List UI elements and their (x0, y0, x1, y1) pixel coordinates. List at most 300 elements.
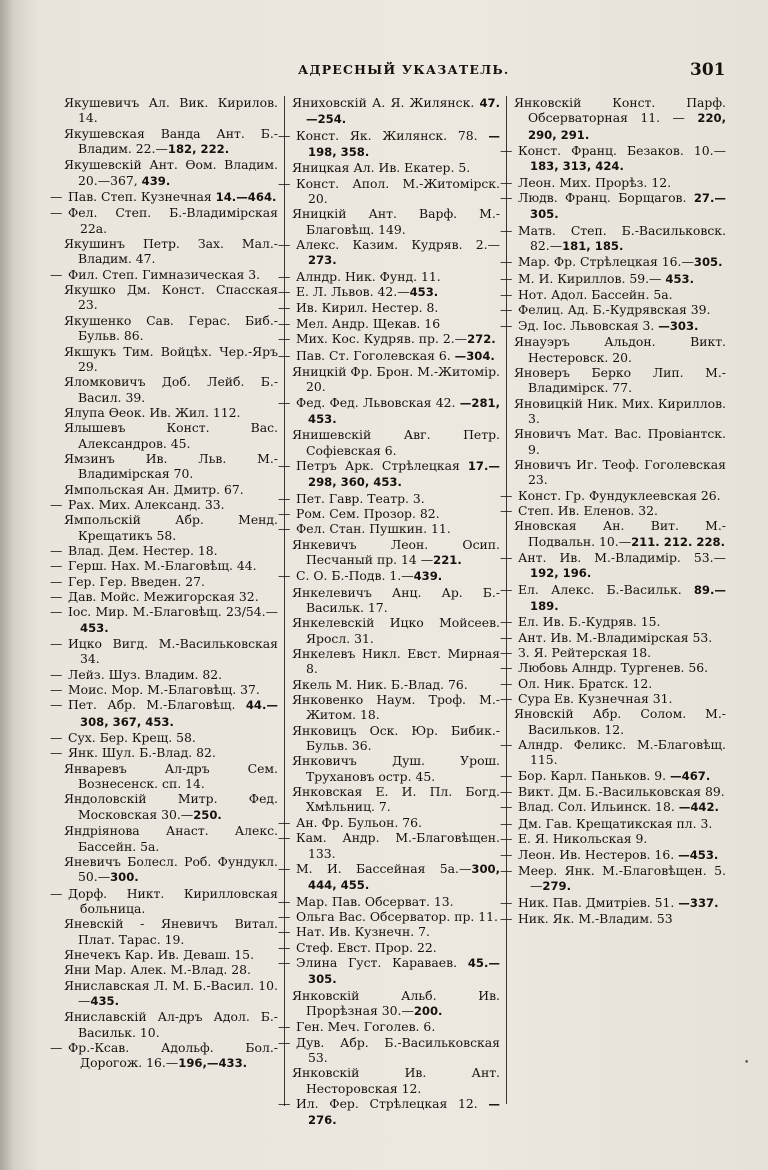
entry-text: Янауэръ Альдон. Викт. Нестеровск. 20. (514, 334, 726, 365)
ditto-dash: — (500, 502, 513, 518)
entry-text: Январевъ Ал-дръ Сем. Вознесенск. сп. 14. (64, 760, 278, 792)
directory-entry (500, 143, 726, 175)
entry-refs: 220, 290, 291. (528, 111, 726, 142)
entry-refs: —467. (670, 768, 711, 783)
directory-entry (278, 394, 500, 428)
ditto-dash: — (278, 284, 291, 300)
directory-entry (64, 95, 278, 126)
directory-entry (50, 666, 278, 682)
ditto-dash: — (278, 924, 291, 940)
ditto-dash: — (500, 799, 513, 815)
entry-text: Фил. Степ. Гимназическая 3. (68, 266, 261, 282)
directory-entry (292, 988, 500, 1020)
directory-entry (64, 791, 278, 823)
entry-text: Ялупа Ѳеок. Ив. Жил. 112. (64, 404, 241, 420)
ditto-dash: — (500, 487, 513, 503)
entry-text: Нот. Адол. Бассейн. 5а. (518, 287, 673, 303)
ditto-dash: — (278, 521, 291, 537)
directory-entry (278, 127, 500, 161)
ditto-dash: — (500, 894, 513, 910)
entry-text: Яневскій - Яневичъ Витал. Плат. Тарас. 19. (64, 916, 278, 947)
entry-text: Мар. Пав. Обсерват. 13. (296, 893, 454, 909)
entry-text: Якушевичъ Ал. Вик. Кирилов. 14. (64, 95, 278, 126)
entry-text: Ол. Ник. Братск. 12. (518, 675, 653, 691)
entry-text: Янковицъ Оск. Юр. Бибик.-Бульв. 36. (292, 722, 500, 754)
entry-refs: —276. (308, 1097, 500, 1128)
directory-entry (64, 405, 278, 420)
ditto-dash: — (50, 745, 63, 761)
margin-mark: • (744, 1058, 750, 1068)
entry-text: Эд. Іос. Львовская 3. (518, 317, 659, 333)
ditto-dash: — (50, 666, 63, 682)
entry-text: Яницкій Фр. Брон. М.-Житомір. 20. (292, 363, 500, 395)
entry-text: Фед. Фед. Львовская 42. (296, 394, 460, 410)
entry-text: М. И. Кириллов. 59.— (518, 270, 666, 286)
ditto-dash: — (278, 814, 291, 830)
entry-text: Фр.-Ксав. Адольф. Бол.-Дорогож. 16.— (68, 1039, 278, 1071)
entry-refs: 439. (141, 173, 171, 188)
entry-text: Ямпольская Ан. Дмитр. 67. (64, 481, 244, 497)
entry-text: Мел. Андр. Щекав. 16 (296, 315, 441, 331)
directory-entry (64, 978, 278, 1010)
entry-refs: —442. (678, 800, 719, 815)
directory-entry (278, 954, 500, 988)
entry-text: Янковскій Конст. Парф. Обсерваторная 11. — (514, 95, 726, 126)
entry-text: Яниховскій А. Я. Жилянск. (292, 95, 480, 110)
directory-entry (278, 505, 500, 521)
directory-entry (500, 784, 726, 800)
directory-entry (278, 830, 500, 861)
ditto-dash: — (50, 604, 63, 620)
directory-entry (500, 302, 726, 318)
directory-entry (292, 206, 500, 237)
directory-entry (292, 677, 500, 692)
directory-entry (500, 287, 726, 303)
entry-text: Пет. Гавр. Театр. 3. (296, 490, 425, 506)
directory-entry (64, 374, 278, 405)
ditto-dash: — (278, 490, 291, 506)
entry-refs: 272. (467, 332, 496, 347)
entry-text: Ан. Фр. Бульон. 76. (296, 814, 422, 830)
directory-entry (50, 730, 278, 746)
column-2 (278, 95, 500, 1129)
entry-text: Влад. Сол. Ильинск. 18. (518, 799, 679, 815)
entry-text: Сура Ев. Кузнечная 31. (518, 691, 673, 707)
entry-text: Фел. Стан. Пушкин. 11. (296, 521, 451, 537)
entry-text: Людв. Франц. Борщагов. (518, 190, 694, 206)
entry-refs: —303. (658, 318, 699, 333)
directory-entry (278, 521, 500, 537)
entry-text: Пет. Абр. М.-Благовѣщ. (68, 697, 246, 713)
directory-entry (500, 270, 726, 287)
directory-entry (500, 675, 726, 691)
entry-text: Конст. Як. Жилянск. 78. (296, 127, 489, 143)
ditto-dash: — (278, 1096, 291, 1111)
directory-entry (292, 95, 500, 128)
ditto-dash: — (278, 1019, 291, 1035)
directory-entry (64, 1009, 278, 1040)
entry-text: Яниславскій Ал-дръ Адол. Б.-Васильк. 10. (64, 1009, 278, 1040)
entry-refs: 211. 212. 228. (631, 534, 725, 549)
directory-entry (50, 682, 278, 698)
directory-entry (64, 420, 278, 451)
entry-text: Янкелевичъ Анц. Ар. Б.-Васильк. 17. (292, 584, 500, 615)
page-header (0, 60, 768, 84)
directory-entry (514, 426, 726, 457)
entry-text: З. Я. Рейтерская 18. (518, 645, 652, 661)
directory-entry (64, 313, 278, 344)
entry-text: Кам. Андр. М.-Благовѣщен. 133. (296, 830, 500, 861)
entry-text: Элина Густ. Караваев. (296, 954, 468, 970)
directory-entry (500, 660, 726, 676)
ditto-dash: — (50, 589, 63, 604)
directory-entry (292, 692, 500, 723)
directory-entry (500, 614, 726, 630)
ditto-dash: — (500, 629, 513, 645)
ditto-dash: — (50, 496, 63, 512)
directory-entry (500, 549, 726, 582)
entry-refs: —198, 358. (308, 128, 500, 160)
entry-refs: 27.—305. (530, 191, 726, 222)
directory-entry (64, 947, 278, 962)
entry-text: Мар. Фр. Стрѣлецкая 16.— (518, 254, 694, 270)
entry-text: Гер. Гер. Введен. 27. (68, 573, 205, 589)
entry-text: Ицко Вигд. М.-Васильковская 34. (68, 636, 278, 667)
entry-text: Яновичъ Иг. Теоф. Гоголевская 23. (514, 456, 726, 488)
directory-entry (64, 157, 278, 189)
directory-entry (500, 174, 726, 190)
entry-text: Яневичъ Болесл. Роб. Фундукл. 50.— (64, 853, 278, 885)
entry-text: Якушевскій Ант. Ѳом. Владим. 20.—367, (64, 157, 278, 188)
directory-entry (500, 799, 726, 815)
ditto-dash: — (278, 505, 291, 521)
directory-entry (292, 160, 500, 175)
directory-entry (64, 916, 278, 947)
entry-text: Дорф. Никт. Кирилловская больница. (68, 885, 278, 916)
ditto-dash: — (500, 143, 513, 159)
directory-entry (278, 1019, 500, 1035)
ditto-dash: — (500, 815, 513, 831)
entry-refs: 181, 185. (562, 239, 624, 254)
entry-text: Яновская Ан. Вит. М.-Подвальн. 10.— (514, 518, 726, 549)
ditto-dash: — (278, 893, 291, 909)
ditto-dash: — (278, 954, 291, 970)
directory-entry (278, 284, 500, 300)
directory-entry (50, 496, 278, 512)
entry-refs: 89.—189. (530, 582, 726, 613)
entry-text: Іос. Мир. М.-Благовѣщ. 23/54.— (68, 604, 278, 620)
entry-refs: 453. (80, 620, 109, 635)
ditto-dash: — (500, 691, 513, 707)
ditto-dash: — (500, 287, 513, 303)
entry-text: Степ. Ив. Еленов. 32. (518, 502, 658, 518)
directory-entry (292, 784, 500, 815)
entry-text: М. И. Бассейная 5а.— (296, 860, 472, 876)
entry-refs: 200. (413, 1003, 443, 1018)
ditto-dash: — (500, 910, 513, 926)
entry-text: Ямзинъ Ив. Льв. М.-Владимірская 70. (64, 450, 278, 482)
directory-entry (500, 862, 726, 895)
directory-entry (514, 457, 726, 488)
directory-entry (50, 697, 278, 730)
ditto-dash: — (278, 237, 291, 253)
directory-entry (500, 190, 726, 223)
entry-text: Моис. Мор. М.-Благовѣщ. 37. (68, 682, 260, 698)
directory-entry (50, 589, 278, 604)
directory-entry (292, 585, 500, 616)
ditto-dash: — (500, 317, 513, 333)
entry-text: Меер. Янк. М.-Благовѣщен. 5.— (518, 862, 726, 894)
ditto-dash: — (278, 568, 291, 584)
directory-entry (278, 860, 500, 894)
column-1 (50, 95, 278, 1072)
directory-entry (50, 604, 278, 636)
entry-refs: 279. (542, 879, 571, 894)
directory-entry (64, 126, 278, 158)
ditto-dash: — (500, 784, 513, 800)
entry-text: Мих. Кос. Кудряв. пр. 2.— (296, 331, 468, 347)
entry-text: Якушинъ Петр. Зах. Мал.-Владим. 47. (64, 236, 278, 267)
entry-text: Ил. Фер. Стрѣлецкая 12. (296, 1096, 489, 1111)
entry-text: Яницкій Ант. Варф. М.-Благовѣщ. 149. (292, 206, 500, 237)
directory-entry (292, 753, 500, 784)
entry-text: Стеф. Евст. Прор. 22. (296, 939, 437, 955)
entry-text: Ел. Алекс. Б.-Васильк. (518, 581, 694, 597)
directory-entry (278, 908, 500, 924)
entry-text: Фелиц. Ад. Б.-Кудрявская 39. (518, 302, 711, 318)
directory-entry (500, 691, 726, 707)
entry-text: Нат. Ив. Кузнечн. 7. (296, 924, 430, 940)
ditto-dash: — (500, 737, 513, 753)
entry-text: Петръ Арк. Стрѣлецкая (296, 457, 468, 473)
entry-refs: 435. (90, 993, 119, 1008)
ditto-dash: — (500, 190, 513, 206)
entry-text: Ант. Ив. М.-Владимірская 53. (518, 629, 713, 645)
entry-refs: 183, 313, 424. (530, 159, 624, 174)
ditto-dash: — (500, 302, 513, 318)
ditto-dash: — (278, 457, 291, 473)
directory-entry (64, 962, 278, 977)
directory-entry (278, 924, 500, 940)
directory-entry (278, 331, 500, 347)
ditto-dash: — (500, 549, 513, 565)
directory-entry (292, 646, 500, 677)
ditto-dash: — (50, 730, 63, 746)
entry-text: Яноверъ Берко Лип. М.-Владимірск. 77. (514, 364, 726, 396)
ditto-dash: — (50, 558, 63, 574)
ditto-dash: — (50, 205, 63, 221)
directory-entry (500, 502, 726, 518)
entry-text: Янкевичъ Леон. Осип. Песчаный пр. 14 — (292, 536, 500, 567)
entry-text: Конст. Апол. М.-Житомірск. 20. (296, 175, 500, 207)
ditto-dash: — (278, 300, 291, 316)
ditto-dash: — (500, 254, 513, 270)
entry-text: Рах. Мих. Александ. 33. (68, 496, 225, 512)
directory-entry (500, 629, 726, 645)
directory-entry (278, 315, 500, 331)
directory-entry (292, 427, 500, 458)
ditto-dash: — (50, 189, 63, 205)
entry-text: Якушенко Сав. Герас. Биб.-Бульв. 86. (64, 312, 278, 344)
entry-refs: —304. (454, 348, 495, 363)
entry-text: Яндоловскій Митр. Фед. Московская 30.— (64, 791, 278, 822)
entry-text: Яндріянова Анаст. Алекс. Бассейн. 5а. (64, 823, 278, 854)
directory-entry (500, 317, 726, 334)
ditto-dash: — (500, 767, 513, 783)
directory-entry (64, 854, 278, 886)
entry-text: Пав. Ст. Гоголевская 6. (296, 347, 455, 363)
entry-text: Ник. Пав. Дмитріев. 51. (518, 894, 679, 910)
ditto-dash: — (278, 175, 291, 191)
ditto-dash: — (278, 331, 291, 347)
ditto-dash: — (278, 268, 291, 284)
entry-text: Викт. Дм. Б.-Васильковская 89. (518, 784, 725, 800)
entry-refs: 439. (413, 569, 443, 584)
entry-text: Яновскій Абр. Солом. М.-Васильков. 12. (514, 706, 726, 737)
entry-text: Янечекъ Кар. Ив. Деваш. 15. (64, 946, 255, 962)
directory-entry (500, 222, 726, 255)
directory-entry (500, 767, 726, 784)
ditto-dash: — (278, 127, 291, 143)
entry-text: Ант. Ив. М.-Владимір. 53.— (518, 549, 726, 565)
directory-entry (292, 537, 500, 569)
directory-entry (292, 1065, 500, 1096)
directory-entry (292, 615, 500, 646)
directory-entry (64, 823, 278, 854)
directory-entry (278, 1096, 500, 1129)
entry-text: Алекс. Казим. Кудряв. 2.— (296, 237, 500, 253)
entry-text: Е. Я. Никольская 9. (518, 831, 648, 847)
directory-entry (500, 910, 726, 926)
entry-text: Лейз. Шуз. Владим. 82. (68, 666, 223, 682)
directory-entry (500, 894, 726, 911)
entry-text: Пав. Степ. Кузнечная (68, 189, 216, 205)
page-title: АДРЕСНЫЙ УКАЗАТЕЛЬ. (298, 62, 510, 77)
ditto-dash: — (50, 1039, 63, 1055)
ditto-dash: — (50, 885, 63, 901)
entry-text: Яницкая Ал. Ив. Екатер. 5. (292, 160, 471, 176)
entry-text: Якушевская Ванда Ант. Б.-Владим. 22.— (64, 125, 278, 157)
entry-text: Леон. Ив. Нестеров. 16. (518, 846, 679, 862)
ditto-dash: — (278, 1034, 291, 1050)
directory-entry (50, 205, 278, 236)
entry-text: Любовь Алндр. Тургенев. 56. (518, 660, 709, 676)
ditto-dash: — (500, 831, 513, 847)
entry-refs: 300. (110, 870, 139, 885)
entry-text: Алндр. Феликс. М.-Благовѣщ. 115. (518, 737, 726, 768)
directory-entry (500, 831, 726, 847)
entry-text: Ник. Як. М.-Владим. 53 (518, 910, 673, 926)
ditto-dash: — (500, 174, 513, 190)
entry-refs: 196,—433. (178, 1056, 248, 1071)
entry-refs: 273. (308, 253, 337, 268)
directory-entry (500, 737, 726, 768)
ditto-dash: — (500, 645, 513, 661)
directory-entry (514, 365, 726, 396)
entry-text: Янковская Е. И. Пл. Богд. Хмѣльниц. 7. (292, 784, 500, 815)
entry-refs: 221. (433, 552, 462, 567)
ditto-dash: — (50, 573, 63, 589)
entry-text: Якушко Дм. Конст. Спасская 23. (64, 282, 278, 313)
directory-entry (292, 723, 500, 754)
directory-entry (278, 457, 500, 491)
entry-text: Алндр. Ник. Фунд. 11. (296, 268, 441, 284)
entry-text: Янковскій Альб. Ив. Прорѣзная 30.— (292, 987, 500, 1018)
entry-refs: 250. (193, 807, 222, 822)
ditto-dash: — (50, 542, 63, 558)
ditto-dash: — (278, 315, 291, 331)
directory-entry (278, 814, 500, 830)
ditto-dash: — (50, 697, 63, 713)
entry-text: Яновицкій Ник. Мих. Кириллов. 3. (514, 395, 726, 426)
entry-refs: 47.—254. (306, 96, 500, 127)
directory-entry (514, 396, 726, 427)
directory-entry (64, 482, 278, 497)
directory-entry (278, 175, 500, 207)
ditto-dash: — (278, 939, 291, 955)
entry-refs: 453. (665, 271, 694, 286)
directory-entry (64, 451, 278, 482)
directory-entry (278, 237, 500, 269)
directory-entry (278, 268, 500, 284)
ditto-dash: — (500, 581, 513, 597)
entry-text: Яновичъ Мат. Вас. Провіантск. 9. (514, 426, 726, 457)
directory-entry (50, 189, 278, 205)
directory-entry (278, 490, 500, 506)
entry-text: Ямпольскій Абр. Менд. Крещатикъ 58. (64, 512, 278, 543)
directory-entry (64, 282, 278, 313)
entry-text: Ром. Сем. Прозор. 82. (296, 505, 440, 521)
entry-text: Яломковичъ Доб. Лейб. Б.-Васил. 39. (64, 374, 278, 405)
directory-entry (500, 846, 726, 863)
entry-text: Конст. Франц. Безаков. 10.— (518, 143, 726, 159)
entry-refs: 182, 222. (167, 142, 230, 157)
ditto-dash: — (278, 347, 291, 363)
entry-refs: 305. (693, 255, 723, 270)
entry-text: Сух. Бер. Крещ. 58. (68, 730, 196, 746)
directory-entry (50, 266, 278, 282)
entry-text: Янковичъ Душ. Урош. Трухановъ остр. 45. (292, 753, 500, 784)
directory-entry (50, 745, 278, 761)
ditto-dash: — (500, 614, 513, 630)
entry-text: Дм. Гав. Крещатикская пл. 3. (518, 815, 713, 831)
directory-entry (278, 347, 500, 364)
entry-text: Якшукъ Тим. Войцѣх. Чер.-Яръ 29. (64, 343, 278, 374)
ditto-dash: — (50, 266, 63, 282)
directory-entry (278, 300, 500, 316)
entry-text: Янковенко Наум. Троф. М.-Житом. 18. (292, 692, 500, 723)
entry-text: Дав. Мойс. Межигорская 32. (68, 589, 259, 604)
entry-text: Дув. Абр. Б.-Васильковская 53. (296, 1034, 500, 1065)
entry-text: Фел. Степ. Б.-Владимірская 22а. (68, 205, 278, 236)
directory-entry (278, 893, 500, 909)
entry-text: Герш. Нах. М.-Благовѣщ. 44. (68, 558, 257, 574)
entry-refs: 14.—464. (215, 190, 277, 205)
ditto-dash: — (278, 908, 291, 924)
entry-text: Янковскій Ив. Ант. Несторовская 12. (292, 1065, 500, 1096)
entry-text: Бор. Карл. Паньков. 9. (518, 767, 671, 783)
entry-refs: 45.—305. (308, 955, 500, 987)
directory-entry (50, 558, 278, 574)
entry-refs: 300, 444, 455. (308, 861, 500, 893)
entry-text: Яниславская Л. М. Б.-Васил. 10.— (64, 977, 278, 1008)
directory-entry (514, 95, 726, 143)
entry-text: Янкелевскій Ицко Мойсеев. Яросл. 31. (292, 615, 500, 646)
ditto-dash: — (278, 830, 291, 846)
entry-refs: 17.—298, 360, 453. (308, 458, 500, 490)
ditto-dash: — (278, 394, 291, 410)
directory-entry (50, 1039, 278, 1072)
